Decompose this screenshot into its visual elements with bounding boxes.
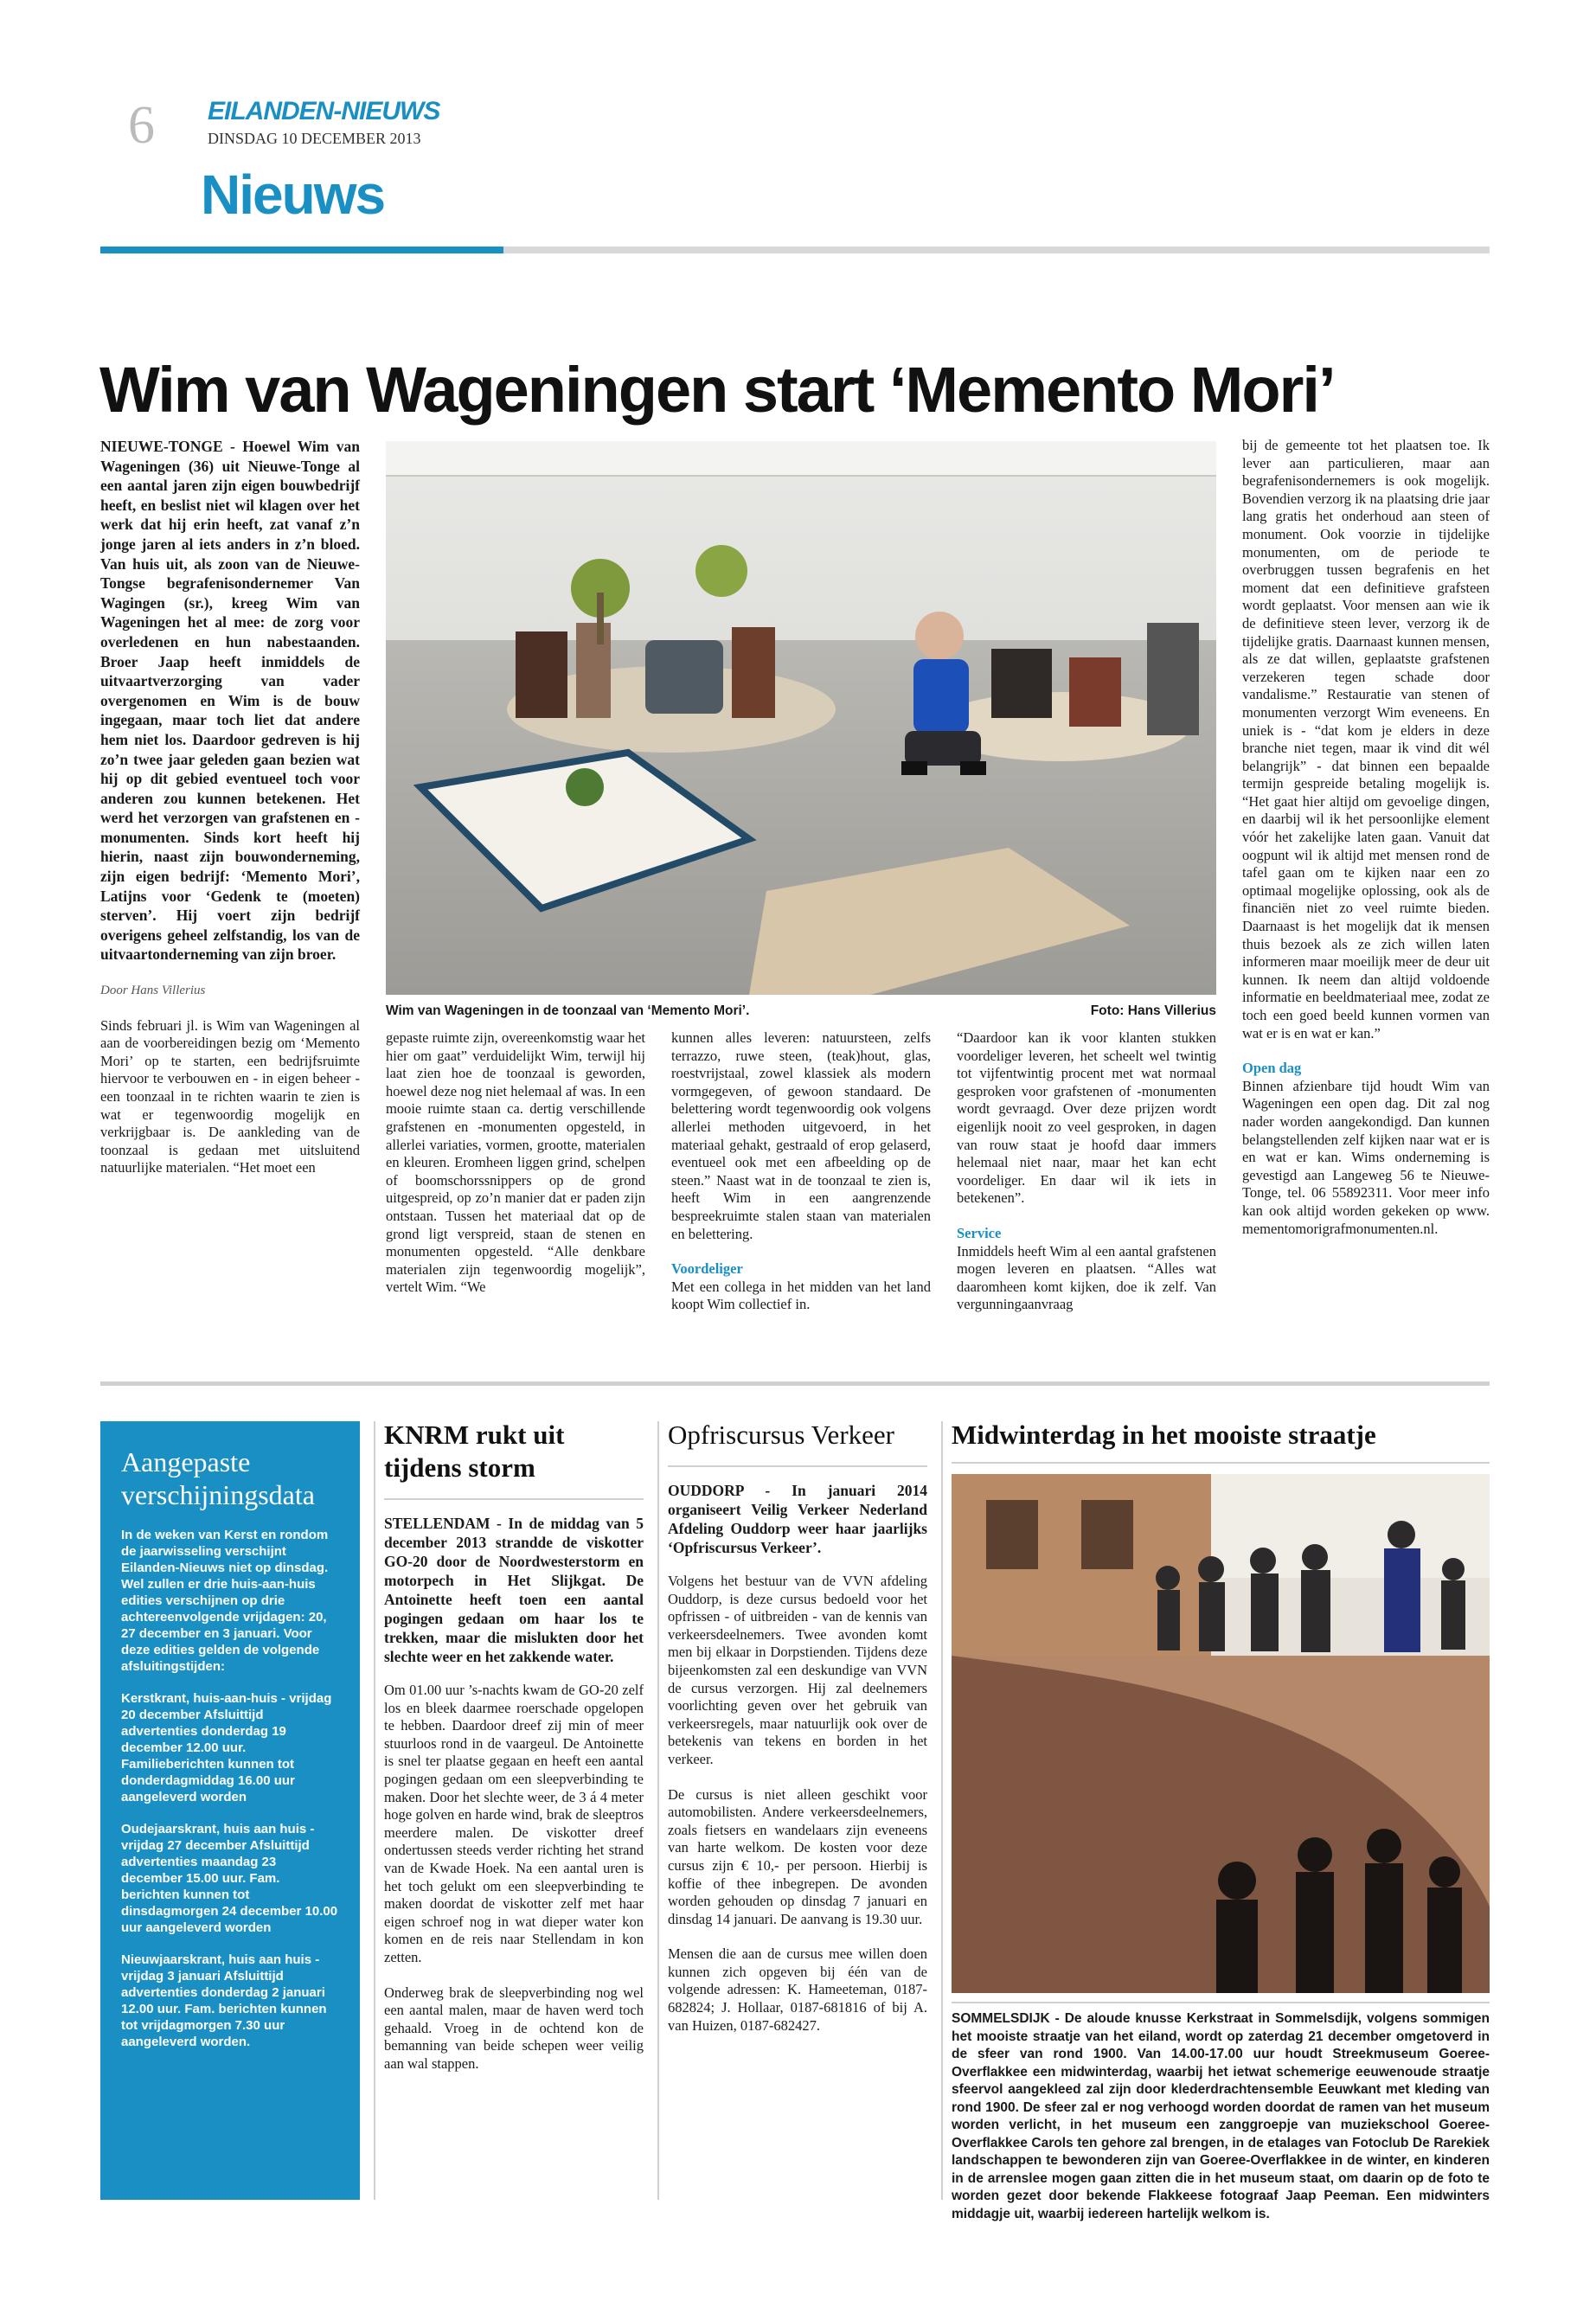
notice-box	[100, 1421, 360, 2200]
page-number: 6	[128, 96, 155, 155]
course-body-3: Mensen die aan de cursus mee willen doen kunnen zich opgeven bij één van de volgende adressen: K. Hameeteman, 0187-682824; J. Hollaar, 0187-681816 of bij A. van Huizen, 0187-682427.	[668, 1945, 927, 2034]
midwinter-title-rule	[952, 1462, 1490, 1464]
notice-block-kerst: Kerstkrant, huis-aan-huis - vrijdag 20 december Afsluittijd advertenties donderdag 19 december 12.00 uur. Familieberichten kunnen tot donderdagmiddag 16.00 uur aangeleverd worden	[121, 1691, 332, 1804]
main-body-col1: Sinds februari jl. is Wim van Wageningen al aan de voorbereidingen bezig om ‘Memento Mori’ op te starten, een bedrijfsruimte hiervoor te verbouwen en - in eigen beheer - een toonzaal in te richten waarin te zien is wat er tegenwoordig mogelijk en verkrijgbaar is. De aankleding van de toonzaal is gedaan met uitsluitend natuurlijke materialen. “Het moet een	[100, 1016, 360, 1176]
course-article	[668, 1419, 927, 2052]
showroom-photo	[386, 441, 1216, 995]
column-rule	[657, 1421, 659, 2200]
notice-title: Aangepaste verschijningsdata	[121, 1446, 315, 1510]
header-rule	[503, 247, 1490, 253]
main-body-col5-b: Binnen afzienbare tijd houdt Wim van Wageningen een open dag. Dit zal nog nader worden aangekondigd. Dan kunnen belangstellenden zelf kijken naar wat er is en wat er kan. Wims onderneming is gevestigd aan Langeweg 56 te Nieuwe-Tonge, tel. 06 55892311. Voor meer info kan ook altijd worden gekeken op www. mementomorigrafmonumenten.nl.	[1242, 1077, 1490, 1237]
knrm-article	[384, 1419, 644, 2090]
section-divider	[100, 1381, 1490, 1386]
main-column-4	[957, 1029, 1216, 1331]
midwinter-article	[952, 1419, 1490, 2223]
main-photo	[386, 441, 1216, 995]
course-title-rule	[668, 1465, 927, 1467]
main-headline: Wim van Wageningen start ‘Memento Mori’	[99, 354, 1335, 426]
issue-date: DINSDAG 10 DECEMBER 2013	[208, 130, 421, 147]
midwinter-photo	[952, 1474, 1490, 1993]
column-rule	[374, 1421, 375, 2200]
main-body-col4-b: Inmiddels heeft Wim al een aantal grafstenen mogen leveren en plaatsen. “Alles wat daaromheen komt kijken, doe ik zelf. Van vergunningaanvraag	[957, 1242, 1216, 1313]
photo-credit: Foto: Hans Villerius	[1090, 1003, 1216, 1018]
column-rule	[941, 1421, 943, 2200]
header-rule-accent	[100, 247, 503, 253]
midwinter-caption-rule	[952, 2002, 1490, 2003]
main-column-1	[100, 437, 360, 1195]
subhead-service: Service	[957, 1224, 1002, 1241]
knrm-body-1: Om 01.00 uur ’s-nachts kwam de GO-20 zelf los en bleek daarmee roerschade opgelopen te hebben. Daardoor dreef zij min of meer stuurloos rond in de vaargeul. De Antoinette is snel ter plaatse gegaan en heeft een aantal pogingen gedaan om een sleepverbinding te maken. Door het slechte weer, de 3 á 4 meter hoge golven en harde wind, brak de sleeptros meerdere malen. De viskotter dreef ondertussen steeds verder richting het strand van de Kwade Hoek. Na een aantal uren is het toch gelukt om een sleepverbinding te maken doordat de viskotter zelf met haar eigen schroef nog in wat dieper water kon komen en de reis naar Stellendam in kon zetten.	[384, 1682, 644, 1965]
main-column-3	[671, 1029, 931, 1331]
midwinter-title: Midwinterdag in het mooiste straatje	[952, 1420, 1376, 1450]
course-lead: OUDDORP - In januari 2014 organiseert Veilig Verkeer Nederland Afdeling Ouddorp weer haar jaarlijks ‘Opfriscursus Verkeer’.	[668, 1482, 927, 1556]
course-body-2: De cursus is niet alleen geschikt voor automobilisten. Andere verkeersdeelnemers, zoals fietsers en wandelaars zijn eveneens van harte welkom. De kosten voor deze cursus zijn € 10,- per persoon. Hierbij is koffie of thee inbegrepen. De avonden worden gehouden op dinsdag 7 januari en dinsdag 14 januari. De aanvang is 19.30 uur.	[668, 1785, 927, 1927]
byline: Door Hans Villerius	[100, 984, 206, 998]
knrm-lead: STELLENDAM - In de middag van 5 december 2013 strandde de viskotter GO-20 door de Noordwesterstorm en motorpech in Het Slijkgat. De Antoinette heeft toen een aantal pogingen gedaan om haar los te trekken, maar die mislukten door het slechte weer en het zakkende water.	[384, 1515, 644, 1665]
subhead-open-dag: Open dag	[1242, 1060, 1302, 1077]
main-body-col2: gepaste ruimte zijn, overeenkomstig waar het hier om gaat” verduidelijkt Wim, terwijl hij laat zien hoe de toonzaal is geworden, hoewel deze nog niet helemaal af was. In een mooie ruimte staan ca. dertig verschillende grafstenen en -monumenten opgesteld, in allerlei variaties, vormen, grootte, materialen en kleuren. Eromheen liggen grind, schelpen of boomschorssnippers op de grond uitgespreid, op zo’n manier dat er paden zijn ontstaan. Tussen het materiaal dat op de grond ligt verspreid, staan de stenen en monumenten opgesteld. “Alle denkbare materialen zijn tegenwoordig mogelijk”, vertelt Wim. “We	[386, 1029, 645, 1296]
masthead-logo: EILANDEN-NIEUWS	[208, 97, 440, 125]
course-body-1: Volgens het bestuur van de VVN afdeling Ouddorp, is deze cursus bedoeld voor het opfrissen - of uitbreiden - van de kennis van verkeersdeelnemers. Twee avonden komt men bij elkaar in Dorpstienden. Tijdens deze bijeenkomsten zal een deskundige van VVN de cursus verzorgen. Hij zal deelnemers voorlichting geven over het gebruik van verkeersregels, maar natuurlijk ook over de betekenis van tekens en borden in het verkeer.	[668, 1573, 927, 1767]
knrm-body	[384, 1682, 644, 2073]
photo-caption: Wim van Wageningen in de toonzaal van ‘Memento Mori’.	[386, 1003, 750, 1018]
section-title: Nieuws	[201, 163, 385, 226]
notice-intro: In de weken van Kerst en rondom de jaarwisseling verschijnt Eilanden-Nieuws niet op dinsdag. Wel zullen er drie huis-aan-huis edities verschijnen op drie achtereenvolgende vrijdagen: 20, 27 december en 3 januari. Voor deze edities gelden de volgende afsluitingstijden:	[121, 1528, 329, 1674]
main-body-col5: bij de gemeente tot het plaatsen toe. Ik lever aan particulieren, maar aan begrafenisondernemers is ook mogelijk. Bovendien verzorg ik na plaatsing drie jaar lang gratis het onderhoud aan steen of monument. Ook voorzie in tijdelijke monumenten, om de periode te overbruggen tussen begrafenis en het moment dat een definitieve grafsteen wordt geplaatst. Voor mensen aan wie ik de definitieve steen lever, verzorg ik de tijdelijke gratis. Daarnaast kunnen mensen, als ze dat willen, geplaatste grafstenen verzekeren tegen schade door vandalisme.” Restauratie van stenen of monumenten verzorgt Wim eveneens. En uniek is - “dat kom je elders in deze branche niet tegen, maar ik vind dit wél belangrijk” - dat binnen een bepaalde termijn gespreide betaling mogelijk is. “Het gaat hier altijd om gevoelige dingen, en daarbij wil ik het persoonlijke element vóór het zakelijke laten gaan. Vanuit dat oogpunt wil ik altijd met mensen rond de tafel gaan om te kijken naar een zo optimaal mogelijke oplossing, ook als de financiën niet zo veel ruimte bieden. Daarnaast is het mogelijk dat ik mensen thuis bezoek als ze zich willen laten informeren maar moeilijk meer de deur uit kunnen. Ik neem dan altijd voldoende informatie en beeldmateriaal mee, zodat ze toch een goed beeld kunnen vormen van wat er is en wat er kan.”	[1242, 437, 1490, 1042]
notice-block-nieuwjaar: Nieuwjaarskrant, huis aan huis - vrijdag 3 januari Afsluittijd advertenties donderdag 2 januari 12.00 uur. Fam. berichten kunnen tot vrijdagmorgen 7.30 uur aangeleverd worden.	[121, 1952, 327, 2049]
knrm-title-rule	[384, 1498, 644, 1500]
main-column-2	[386, 1029, 645, 1314]
course-body	[668, 1573, 927, 2035]
main-body-col3: kunnen alles leveren: natuursteen, zelfs terrazzo, ruwe steen, (teak)hout, glas, roestvrijstaal, zowel klassiek als modern vormgegeven, of gewoon standaard. De belettering wordt tegenwoordig ook volgens allerlei methoden uitgevoerd, in het materiaal gehakt, gestraald of erop gelaserd, eventueel ook met een afbeelding op de steen.” Naast wat in de toonzaal te zien is, heeft Wim in een aangrenzende bespreekruimte stalen staan van materialen en belettering.	[671, 1029, 931, 1242]
main-body-col4: “Daardoor kan ik voor klanten stukken voordeliger leveren, het scheelt wel twintig tot vijfentwintig procent met wat normaal gesproken voor grafstenen of -monumenten wordt gevraagd. Over deze prijzen wordt eigenlijk nooit zo veel gesproken, in dagen van rouw staat je hoofd daar immers helemaal niet naar, maar het kan echt voordeliger. En daar wil ik iets in betekenen”.	[957, 1029, 1216, 1207]
subhead-voordeliger: Voordeliger	[671, 1260, 743, 1278]
main-body-col3-b: Met een collega in het midden van het land koopt Wim collectief in.	[671, 1278, 931, 1313]
midwinter-caption: SOMMELSDIJK - De aloude knusse Kerkstraat in Sommelsdijk, volgens sommigen het mooiste straatje van het eiland, wordt op zaterdag 21 december omgetoverd in de sfeer van rond 1900. Van 14.00-17.00 uur houdt Streekmuseum Goeree-Overflakkee een midwinterdag, waarbij het ietwat schemerige eeuwenoude straatje sfeervol aangekleed zal zijn door klederdrachtensemble Eeuwkant met kleding van rond 1900. De sfeer zal er nog verhoogd worden doordat de ramen van het museum worden verlicht, in het museum een zanggroepje van muziekschool Goeree-Overflakkee Carols ten gehore zal brengen, in de etalages van Fotoclub De Rarekiek landschappen te bewonderen zijn van Goeree-Overflakkee in de winter, en kinderen in de arrenslee mogen gaan zitten die in het museum staat, om daarin op de foto te worden gezet door bekende Flakkeese fotograaf Jaap Peeman. Een midwinters middagje uit, waarbij iedereen hartelijk welkom is.	[952, 2011, 1490, 2221]
knrm-body-2: Onderweg brak de sleepverbinding nog wel een aantal malen, maar de haven werd toch gehaald. Vroeg in de ochtend kon de bemanning van beide schepen weer veilig aan wal stappen.	[384, 1984, 644, 2072]
main-column-5	[1242, 437, 1490, 1255]
course-title: Opfriscursus Verkeer	[668, 1420, 894, 1450]
knrm-title: KNRM rukt uit tijdens storm	[384, 1420, 565, 1483]
main-lead: NIEUWE-TONGE - Hoewel Wim van Wageningen (36) uit Nieuwe-Tonge al een aantal jaren zijn eigen bouwbedrijf heeft, en beslist niet wil klagen over het werk dat hij erin heeft, zat vanaf z’n jonge jaren al iets anders in z’n bloed. Van huis uit, als zoon van de Nieuwe-Tongse begrafenisondernemer Van Wagingen (sr.), kreeg Wim van Wageningen het al mee: de zorg voor overledenen en hun nabestaanden. Broer Jaap heeft inmiddels de uitvaartverzorging van vader overgenomen en Wim is de bouw ingegaan, maar toch liet dat andere hem niet los. Daardoor gedreven is hij zo’n twee jaar geleden gaan bezien wat hij op dit gebied eventueel toch voor anderen zou kunnen betekenen. Het werd het verzorgen van grafstenen en -monumenten. Sinds kort heeft hij hierin, naast zijn bouwonderneming, zijn eigen bedrijf: ‘Memento Mori’, Latijns voor ‘Gedenk te (moeten) sterven’. Hij voert zijn bedrijf overigens geheel zelfstandig, los van de uitvaartonderneming van zijn broer.	[100, 438, 360, 964]
notice-block-oudejaar: Oudejaarskrant, huis aan huis - vrijdag 27 december Afsluittijd advertenties maandag 23 december 15.00 uur. Fam. berichten kunnen tot dinsdagmorgen 24 december 10.00 uur aangeleverd worden	[121, 1822, 338, 1935]
notice-body	[121, 1527, 339, 2050]
